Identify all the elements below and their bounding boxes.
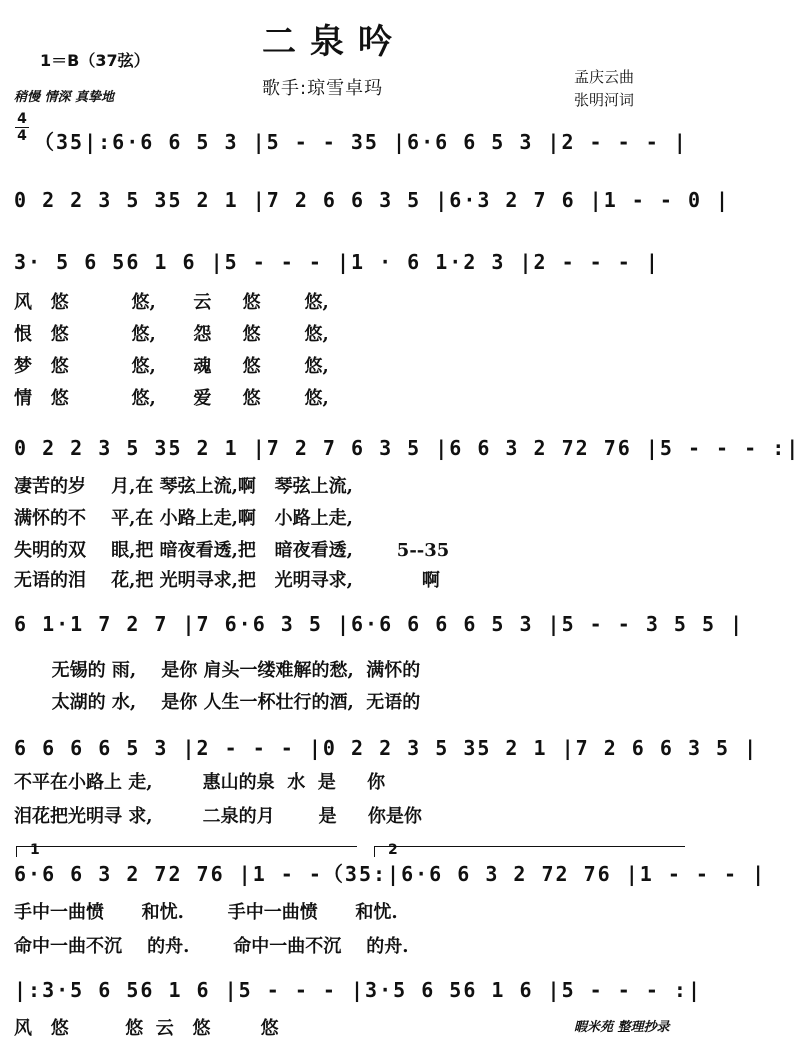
lyric-line: 无锡的 雨, 是你 肩头一缕难解的愁, 满怀的 — [14, 660, 421, 681]
lyric-line: 凄苦的岁 月,在 琴弦上流,啊 琴弦上流, — [14, 476, 353, 497]
lyric-line: 不平在小路上 走, 惠山的泉 水 是 你 — [14, 772, 386, 793]
lyric-line: 恨 悠 悠, 怨 悠 悠, — [14, 324, 329, 345]
tempo-marking: 稍慢 情深 真挚地 — [14, 90, 115, 105]
lyric-line: 太湖的 水, 是你 人生一杯壮行的酒, 无语的 — [14, 692, 421, 713]
lyric-line: 命中一曲不沉 的舟. 命中一曲不沉 的舟. — [14, 936, 409, 957]
lyric-line: 风 悠 悠, 云 悠 悠, — [14, 292, 329, 313]
notation-row: 0 2 2 3 5 35 2 1 |7 2 6 6 3 5 |6·3 2 7 6 |1 - - 0 | — [14, 188, 731, 212]
transcriber-signature: 暇米苑 整理抄录 — [574, 1020, 670, 1035]
notation-row: 6·6 6 3 2 72 76 |1 - -（35:|6·6 6 3 2 72 76 |1 - - - | — [14, 862, 767, 886]
lyric-line: 无语的泪 花,把 光明寻求,把 光明寻求, 啊 — [14, 570, 440, 591]
volta-number: 2 — [388, 842, 398, 858]
notation-row: （35|:6·6 6 5 3 |5 - - 35 |6·6 6 5 3 |2 - - - | — [34, 130, 688, 154]
notation-row: |:3·5 6 56 1 6 |5 - - - |3·5 6 56 1 6 |5 - - - :| — [14, 978, 703, 1002]
volta-bracket — [374, 846, 685, 857]
lyricist-credit: 张明河词 — [574, 91, 635, 109]
singer-credit: 歌手:琼雪卓玛 — [262, 78, 384, 99]
lyric-line: 风 悠 悠 云 悠 悠 — [14, 1018, 279, 1039]
notation-row: 6 6 6 6 5 3 |2 - - - |0 2 2 3 5 35 2 1 |7 2 6 6 3 5 | — [14, 736, 759, 760]
time-signature — [15, 112, 29, 143]
notation-row: 3· 5 6 56 1 6 |5 - - - |1 · 6 1·2 3 |2 - - - | — [14, 250, 660, 274]
song-title: 二泉吟 — [262, 22, 406, 62]
volta-bracket — [16, 846, 357, 857]
lyric-line: 情 悠 悠, 爱 悠 悠, — [14, 388, 329, 409]
notation-row: 6 1·1 7 2 7 |7 6·6 3 5 |6·6 6 6 6 5 3 |5 - - 3 5 5 | — [14, 612, 745, 636]
notation-row: 0 2 2 3 5 35 2 1 |7 2 7 6 3 5 |6 6 3 2 72 76 |5 - - - :| — [14, 436, 800, 460]
composer-credit: 孟庆云曲 — [574, 68, 635, 86]
lyric-line: 失明的双 眼,把 暗夜看透,把 暗夜看透, 5--35 — [14, 540, 450, 561]
volta-number: 1 — [30, 842, 40, 858]
time-signature-top: 4 — [17, 111, 27, 127]
lyric-line: 满怀的不 平,在 小路上走,啊 小路上走, — [14, 508, 353, 529]
key-signature: 1＝B（37弦） — [40, 51, 150, 70]
time-signature-bottom: 4 — [17, 128, 27, 144]
lyric-line: 手中一曲愤 和忧. 手中一曲愤 和忧. — [14, 902, 398, 923]
lyric-line: 梦 悠 悠, 魂 悠 悠, — [14, 356, 329, 377]
lyric-line: 泪花把光明寻 求, 二泉的月 是 你是你 — [14, 806, 422, 827]
